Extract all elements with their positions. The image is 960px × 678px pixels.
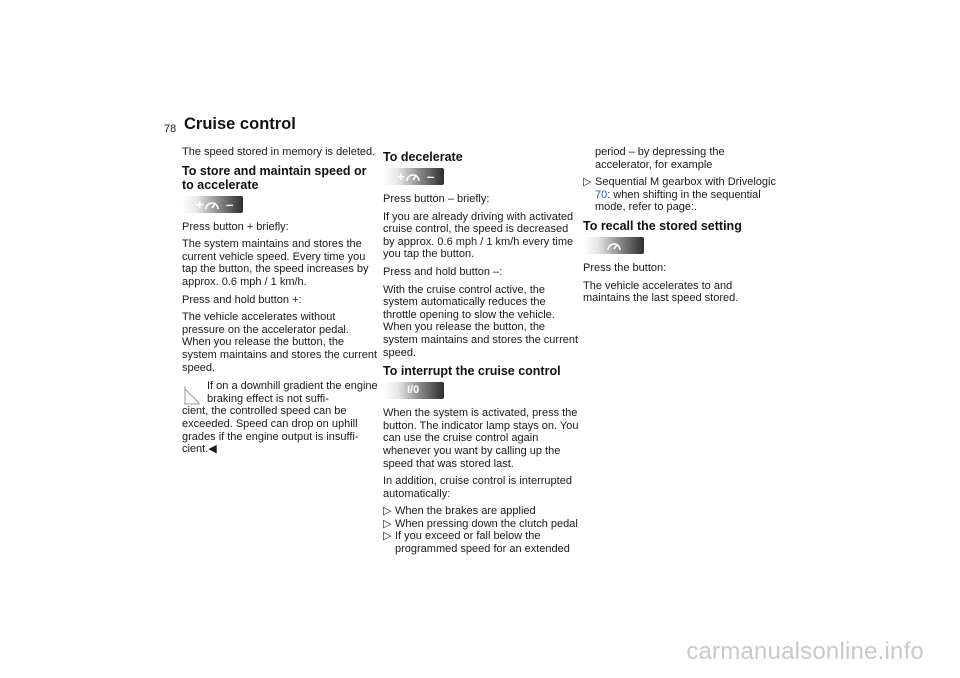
- paragraph: Press button – briefly:: [383, 193, 490, 205]
- speedometer-icon: [204, 198, 220, 211]
- paragraph: In addition, cruise control is interrupted automatically:: [383, 475, 572, 500]
- list-item: ▷ When pressing down the clutch pedal: [383, 517, 578, 530]
- column-2: [383, 146, 579, 561]
- cruise-io-button-icon: [383, 382, 444, 399]
- paragraph: With the cruise control active, the system automatically reduces the throttle opening to slow the vehicle. When you release the button, the system maintains and stores the current speed.: [383, 283, 579, 359]
- paragraph: Press and hold button +:: [182, 293, 302, 306]
- minus-icon: –: [226, 196, 234, 212]
- intro-text: The speed stored in memory is deleted.: [182, 146, 376, 158]
- list-item: ▷ Sequential M gearbox with Drivelogic 70: when shifting in the sequential mode, refer to page:.: [583, 176, 776, 214]
- bullet-arrow-icon: ▷: [383, 517, 392, 530]
- minus-icon: –: [427, 169, 435, 184]
- list-item: ▷ When the brakes are applied: [383, 505, 536, 518]
- paragraph: Press the button:: [583, 261, 667, 274]
- note-text-first: If on a downhill gradient the engine braking effect is not suffi-: [207, 380, 378, 405]
- list-item: ▷ If you exceed or fall below the programmed speed for an extended: [383, 530, 570, 556]
- caution-note: [182, 380, 378, 456]
- watermark: carmanualsonline.info: [686, 638, 924, 665]
- list-continuation: period – by depressing the accelerator, for example: [595, 146, 725, 171]
- paragraph: Press button + briefly:: [182, 220, 289, 233]
- interrupt-list: [383, 505, 579, 555]
- paragraph: The vehicle accelerates without pressure on the accelerator pedal. When you release the button, the system maintains and stores the current speed.: [182, 311, 378, 374]
- heading-decelerate: To decelerate: [383, 150, 463, 164]
- heading-store-accelerate: To store and maintain speed or to accelerate: [182, 163, 367, 192]
- plus-icon: +: [397, 169, 405, 184]
- cruise-resume-button-icon: [583, 237, 644, 254]
- page-title: Cruise control: [184, 115, 296, 133]
- heading-recall: To recall the stored setting: [583, 218, 742, 233]
- bullet-arrow-icon: ▷: [383, 505, 392, 518]
- paragraph: The vehicle accelerates to and maintains the last speed stored.: [583, 279, 739, 305]
- paragraph: Press and hold button –:: [383, 265, 503, 278]
- plus-icon: +: [196, 196, 204, 212]
- cruise-plus-minus-button-icon: [182, 196, 243, 213]
- column-1: [182, 146, 378, 456]
- cruise-plus-minus-button-icon: [383, 168, 444, 185]
- caution-triangle-icon: [182, 384, 202, 406]
- bullet-arrow-icon: ▷: [583, 176, 592, 189]
- paragraph: When the system is activated, press the button. The indicator lamp stays on. You can use the cruise control again whenever you want by calling up the speed that was stored last.: [383, 407, 579, 470]
- note-text: cient, the controlled speed can be exceeded. Speed can drop on uphill grades if the engine output is insuffi-cient.◀: [182, 405, 359, 456]
- interrupt-list-continued: [583, 176, 779, 214]
- page-link[interactable]: 70: [595, 188, 608, 201]
- io-icon: I/0: [407, 384, 420, 397]
- bullet-arrow-icon: ▷: [383, 530, 392, 543]
- speedometer-icon: [405, 170, 421, 183]
- column-3: [583, 146, 779, 310]
- page-number: 78: [164, 123, 177, 135]
- speedometer-icon: [606, 239, 622, 252]
- heading-interrupt: To interrupt the cruise control: [383, 364, 561, 379]
- paragraph: If you are already driving with activated cruise control, the speed is decreased by approx. 0.6 mph / 1 km/h every time you tap the button.: [383, 210, 574, 261]
- paragraph: The system maintains and stores the current vehicle speed. Every time you tap the button, the speed increases by approx. 0.6 mph / 1 km/h.: [182, 238, 369, 288]
